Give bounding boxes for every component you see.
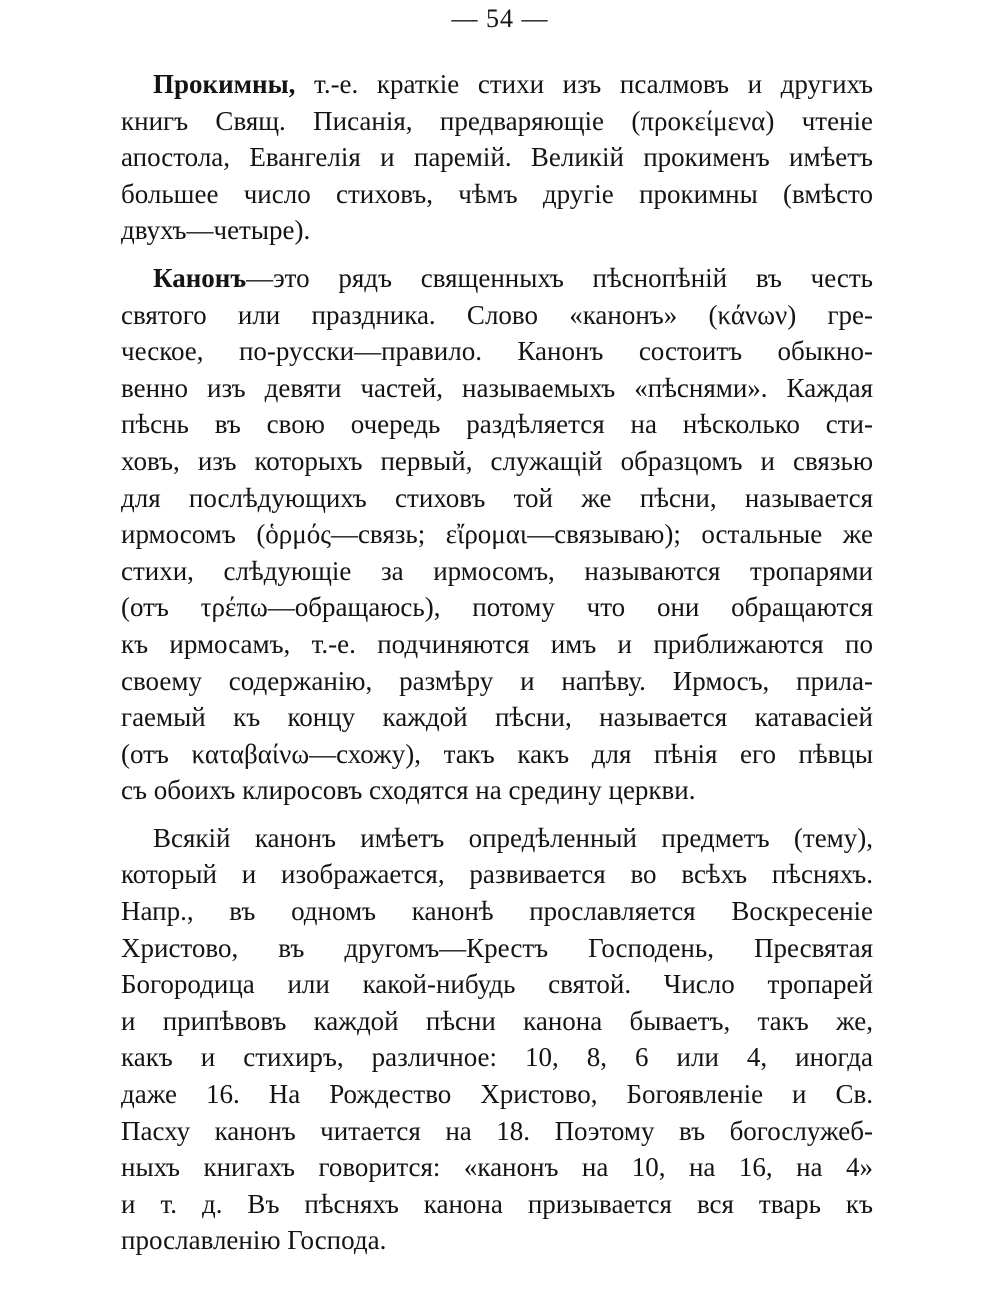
page-number: — 54 — xyxy=(451,4,549,33)
paragraph-kanon xyxy=(121,260,873,809)
paragraph-line: гаемый къ концу каждой пѣсни, называется катавасіей xyxy=(121,702,873,733)
paragraph-line: книгъ Свящ. Писанія, предваряющіе (προκείμενα) чтеніе xyxy=(121,105,873,136)
paragraph-line: какъ и стихиръ, различное: 10, 8, 6 или 4, иногда xyxy=(121,1042,873,1073)
paragraph-line: большее число стиховъ, чѣмъ другіе прокимны (вмѣсто xyxy=(121,178,873,209)
paragraph-line: Богородица или какой-нибудь святой. Число тропарей xyxy=(121,969,873,1000)
paragraph-line: ческое, по-русски—правило. Канонъ состоитъ обыкно- xyxy=(121,336,873,367)
paragraph-line: стихи, слѣдующіе за ирмосомъ, называются тропарями xyxy=(121,555,873,586)
term-kanon: Канонъ xyxy=(153,262,247,293)
paragraph-kanon-content xyxy=(121,820,873,1259)
paragraph-line: святого или праздника. Слово «канонъ» (κάνων) гре- xyxy=(121,299,873,330)
paragraph-prokimny xyxy=(121,66,873,249)
body-text xyxy=(121,66,873,1270)
paragraph-line: Прокимны, т.-е. краткіе стихи изъ псалмовъ и другихъ xyxy=(153,69,873,99)
paragraph-line: и т. д. Въ пѣсняхъ канона призывается вся тварь къ xyxy=(121,1188,873,1219)
paragraph-line: прославленію Господа. xyxy=(121,1225,387,1256)
paragraph-line: Напр., въ одномъ канонѣ прославляется Воскресеніе xyxy=(121,896,873,927)
paragraph-line: своему содержанію, размѣру и напѣву. Ирмосъ, прила- xyxy=(121,665,873,696)
paragraph-line: къ ирмосамъ, т.-е. подчиняются имъ и приближаются по xyxy=(121,628,873,659)
paragraph-line: и припѣвовъ каждой пѣсни канона бываетъ, такъ же, xyxy=(121,1005,873,1036)
paragraph-line: ныхъ книгахъ говорится: «канонъ на 10, на 16, на 4» xyxy=(121,1152,873,1183)
paragraph-line: съ обоихъ клиросовъ сходятся на средину церкви. xyxy=(121,775,696,806)
paragraph-line: венно изъ девяти частей, называемыхъ «пѣснями». Каждая xyxy=(121,372,873,403)
paragraph-line: Пасху канонъ читается на 18. Поэтому въ богослужеб- xyxy=(121,1115,873,1146)
paragraph-line: который и изображается, развивается во всѣхъ пѣсняхъ. xyxy=(121,859,873,890)
paragraph-line: ховъ, изъ которыхъ первый, служащій образцомъ и связью xyxy=(121,445,873,476)
paragraph-line: пѣснь въ свою очередь раздѣляется на нѣсколько сти- xyxy=(121,409,873,440)
paragraph-line: апостола, Евангелія и паремій. Великій прокименъ имѣетъ xyxy=(121,142,873,173)
paragraph-line: Всякій канонъ имѣетъ опредѣленный предметъ (тему), xyxy=(153,822,873,853)
paragraph-line: двухъ—четыре). xyxy=(121,215,311,246)
paragraph-line: (отъ τρέπω—обращаюсь), потому что они обращаются xyxy=(121,592,873,623)
paragraph-line: Канонъ—это рядъ священныхъ пѣснопѣній въ честь xyxy=(153,262,873,293)
paragraph-line: для послѣдующихъ стиховъ той же пѣсни, называется xyxy=(121,482,873,513)
term-prokimny: Прокимны, xyxy=(153,69,296,99)
paragraph-line: даже 16. На Рождество Христово, Богоявленіе и Св. xyxy=(121,1079,873,1110)
paragraph-line: (отъ καταβαίνω—схожу), такъ какъ для пѣнія его пѣвцы xyxy=(121,738,873,769)
paragraph-line: Христово, въ другомъ—Крестъ Господень, Пресвятая xyxy=(121,932,873,963)
paragraph-line: ирмосомъ (ὁρμός—связь; εἴρομαι—связываю); остальные же xyxy=(121,519,873,550)
